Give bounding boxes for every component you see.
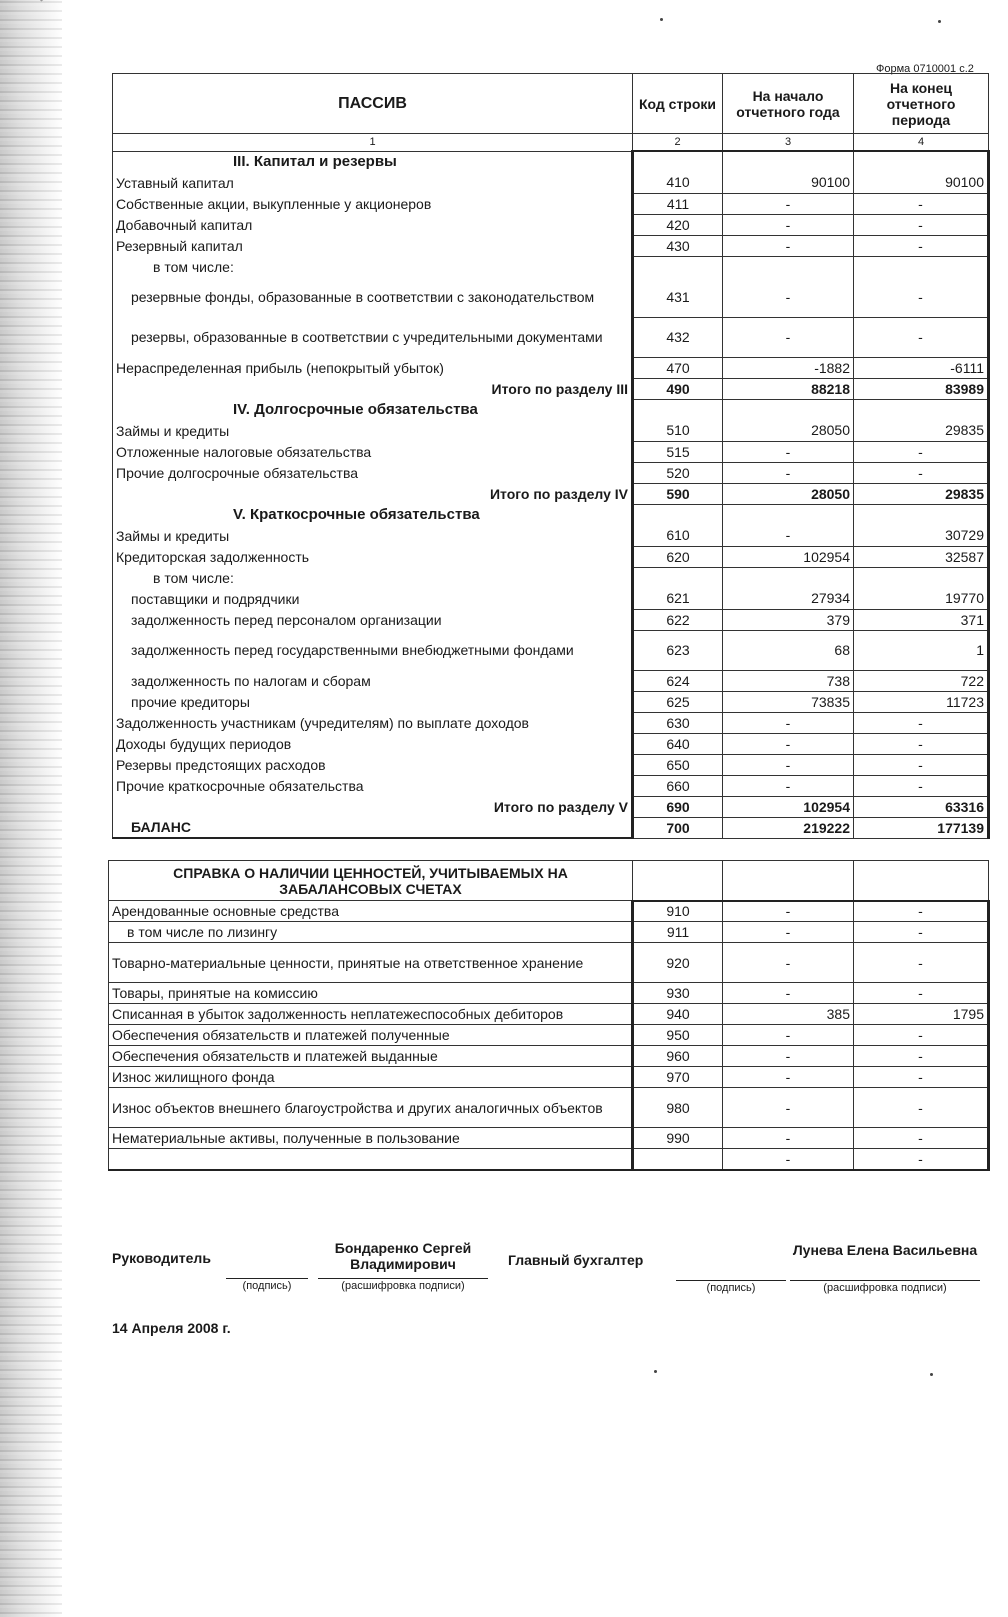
reference-row (109, 943, 989, 983)
reference-row (109, 1088, 989, 1128)
value-start-of-year (723, 151, 854, 172)
row-code: 622 (633, 609, 723, 630)
value-start-of-year: 379 (723, 609, 854, 630)
value-end-of-period: 30729 (854, 525, 989, 546)
row-code: 640 (633, 733, 723, 754)
row-code: 470 (633, 357, 723, 378)
reference-row-label: Списанная в убыток задолженность неплатежеспособных дебиторов (109, 1004, 633, 1025)
off-balance-reference-table (108, 860, 990, 1171)
table-row (113, 317, 989, 357)
value-start-of-year: - (723, 733, 854, 754)
head-decode-line (318, 1278, 488, 1279)
value-start-of-year: - (723, 317, 854, 357)
reference-row-code: 910 (633, 901, 723, 922)
row-code: 700 (633, 817, 723, 838)
table-row (113, 670, 989, 691)
row-label: Итого по разделу IV (113, 483, 633, 504)
reference-row-code: 960 (633, 1046, 723, 1067)
table-row (113, 691, 989, 712)
row-code: 650 (633, 754, 723, 775)
reference-row-code: 950 (633, 1025, 723, 1046)
reference-row (109, 1025, 989, 1046)
reference-row (109, 1046, 989, 1067)
row-label: Задолженность участникам (учредителям) по выплате доходов (113, 712, 633, 733)
row-label: в том числе: (113, 567, 633, 588)
value-start-of-year: 90100 (723, 172, 854, 193)
row-code (633, 399, 723, 420)
reference-row (109, 901, 989, 922)
reference-value-end: - (854, 1025, 989, 1046)
row-label: Займы и кредиты (113, 420, 633, 441)
reference-row-label: в том числе по лизингу (109, 922, 633, 943)
value-end-of-period (854, 399, 989, 420)
header-start: На начало отчетного года (723, 74, 854, 134)
row-label: БАЛАНС (113, 817, 633, 838)
value-start-of-year (723, 504, 854, 525)
scan-speck (930, 1373, 933, 1376)
value-start-of-year (723, 256, 854, 277)
section-row (113, 504, 989, 525)
value-end-of-period: 90100 (854, 172, 989, 193)
table-row (113, 546, 989, 567)
reference-row (109, 1128, 989, 1149)
reference-header-blank (633, 861, 723, 901)
reference-row-code: 980 (633, 1088, 723, 1128)
value-start-of-year: 102954 (723, 546, 854, 567)
table-row (113, 172, 989, 193)
row-label: задолженность перед государственными внебюджетными фондами (113, 630, 633, 670)
reference-value-end: - (854, 1149, 989, 1170)
section-total-row (113, 378, 989, 399)
reference-row-label: Обеспечения обязательств и платежей выданные (109, 1046, 633, 1067)
reference-header-row (109, 861, 989, 901)
reference-header-blank (723, 861, 854, 901)
row-label: Уставный капитал (113, 172, 633, 193)
accountant-signature-caption: (подпись) (706, 1282, 756, 1294)
scan-speck (660, 18, 663, 21)
row-code: 430 (633, 235, 723, 256)
value-end-of-period: 1 (854, 630, 989, 670)
head-name: Бондаренко Сергей Владимирович (334, 1240, 472, 1272)
row-code: 520 (633, 462, 723, 483)
row-label: Добавочный капитал (113, 214, 633, 235)
row-label: Прочие краткосрочные обязательства (113, 775, 633, 796)
row-label: Итого по разделу V (113, 796, 633, 817)
value-end-of-period: - (854, 462, 989, 483)
row-code: 623 (633, 630, 723, 670)
row-code: 620 (633, 546, 723, 567)
row-label: поставщики и подрядчики (113, 588, 633, 609)
col-number-3: 3 (723, 134, 854, 152)
reference-row-label (109, 1149, 633, 1170)
value-start-of-year: - (723, 775, 854, 796)
row-code: 624 (633, 670, 723, 691)
value-end-of-period: - (854, 317, 989, 357)
table-row (113, 462, 989, 483)
header-passive: ПАССИВ (113, 74, 633, 134)
value-end-of-period (854, 151, 989, 172)
table-row (113, 609, 989, 630)
section-title: III. Капитал и резервы (113, 151, 633, 172)
report-date: 14 Апреля 2008 г. (112, 1320, 231, 1336)
value-start-of-year: 738 (723, 670, 854, 691)
value-end-of-period: 32587 (854, 546, 989, 567)
row-code (633, 504, 723, 525)
reference-row (109, 983, 989, 1004)
table-row (113, 567, 989, 588)
header-end: На конец отчетного периода (854, 74, 989, 134)
value-start-of-year: - (723, 441, 854, 462)
row-label: Резервный капитал (113, 235, 633, 256)
reference-value-end: - (854, 901, 989, 922)
reference-row-code: 911 (633, 922, 723, 943)
value-end-of-period: 63316 (854, 796, 989, 817)
value-end-of-period: 177139 (854, 817, 989, 838)
reference-row-code: 920 (633, 943, 723, 983)
value-end-of-period: - (854, 754, 989, 775)
row-label: Прочие долгосрочные обязательства (113, 462, 633, 483)
reference-header-blank (854, 861, 989, 901)
row-label: Резервы предстоящих расходов (113, 754, 633, 775)
row-code: 510 (633, 420, 723, 441)
value-start-of-year: 28050 (723, 483, 854, 504)
value-start-of-year: - (723, 462, 854, 483)
value-start-of-year: 219222 (723, 817, 854, 838)
table-row (113, 357, 989, 378)
value-start-of-year: 73835 (723, 691, 854, 712)
row-code: 621 (633, 588, 723, 609)
column-number-row (113, 134, 989, 152)
row-code: 690 (633, 796, 723, 817)
reference-value-end: - (854, 1046, 989, 1067)
row-code (633, 151, 723, 172)
table-row (113, 214, 989, 235)
table-row (113, 630, 989, 670)
value-end-of-period: - (854, 733, 989, 754)
row-code (633, 567, 723, 588)
table-row (113, 754, 989, 775)
row-code: 625 (633, 691, 723, 712)
table-row (113, 256, 989, 277)
value-end-of-period: - (854, 193, 989, 214)
row-label: Отложенные налоговые обязательства (113, 441, 633, 462)
value-start-of-year: 88218 (723, 378, 854, 399)
value-end-of-period: 19770 (854, 588, 989, 609)
accountant-signature-label: Главный бухгалтер (508, 1252, 644, 1268)
row-code: 410 (633, 172, 723, 193)
row-code: 432 (633, 317, 723, 357)
reference-value-end: 1795 (854, 1004, 989, 1025)
row-label: задолженность перед персоналом организации (113, 609, 633, 630)
value-end-of-period: - (854, 214, 989, 235)
reference-value-end: - (854, 943, 989, 983)
reference-row-label: Нематериальные активы, полученные в пользование (109, 1128, 633, 1149)
value-end-of-period: - (854, 775, 989, 796)
row-code: 630 (633, 712, 723, 733)
row-label: Доходы будущих периодов (113, 733, 633, 754)
row-label: Итого по разделу III (113, 378, 633, 399)
reference-value-start: - (723, 1067, 854, 1088)
table-row (113, 525, 989, 546)
head-signature-label: Руководитель (112, 1250, 211, 1266)
row-label: задолженность по налогам и сборам (113, 670, 633, 691)
reference-value-start: - (723, 943, 854, 983)
col-number-1: 1 (113, 134, 633, 152)
table-row (113, 441, 989, 462)
value-start-of-year (723, 399, 854, 420)
reference-value-end: - (854, 1088, 989, 1128)
reference-value-end: - (854, 922, 989, 943)
scan-speck (654, 1370, 657, 1373)
reference-value-end: - (854, 1067, 989, 1088)
reference-row-label: Обеспечения обязательств и платежей полученные (109, 1025, 633, 1046)
row-label: Займы и кредиты (113, 525, 633, 546)
reference-row-code (633, 1149, 723, 1170)
accountant-decode-caption: (расшифровка подписи) (823, 1282, 947, 1294)
accountant-decode-line (790, 1280, 980, 1281)
row-label: прочие кредиторы (113, 691, 633, 712)
table-header-row (113, 74, 989, 134)
reference-row-label: Износ объектов внешнего благоустройства и других аналогичных объектов (109, 1088, 633, 1128)
reference-value-end: - (854, 1128, 989, 1149)
value-start-of-year: - (723, 214, 854, 235)
table-row (113, 588, 989, 609)
section-title: V. Краткосрочные обязательства (113, 504, 633, 525)
reference-value-start: - (723, 922, 854, 943)
value-start-of-year (723, 567, 854, 588)
reference-row (109, 922, 989, 943)
col-number-4: 4 (854, 134, 989, 152)
balance-row (113, 817, 989, 838)
value-start-of-year: 27934 (723, 588, 854, 609)
value-start-of-year: 102954 (723, 796, 854, 817)
reference-value-start: - (723, 1088, 854, 1128)
reference-value-start: - (723, 901, 854, 922)
reference-value-start: - (723, 1149, 854, 1170)
reference-value-start: - (723, 1025, 854, 1046)
value-end-of-period: - (854, 235, 989, 256)
reference-row-code: 930 (633, 983, 723, 1004)
row-code: 610 (633, 525, 723, 546)
table-row (113, 277, 989, 317)
value-end-of-period: - (854, 712, 989, 733)
row-label: Кредиторская задолженность (113, 546, 633, 567)
value-end-of-period: - (854, 441, 989, 462)
value-start-of-year: -1882 (723, 357, 854, 378)
head-signature-line (226, 1278, 308, 1279)
reference-value-end: - (854, 983, 989, 1004)
reference-title: СПРАВКА О НАЛИЧИИ ЦЕННОСТЕЙ, УЧИТЫВАЕМЫХ НА ЗАБАЛАНСОВЫХ СЧЕТАХ (109, 861, 633, 901)
value-end-of-period: 371 (854, 609, 989, 630)
value-end-of-period (854, 504, 989, 525)
row-code: 490 (633, 378, 723, 399)
value-start-of-year: - (723, 525, 854, 546)
value-end-of-period (854, 256, 989, 277)
scan-texture-edge (0, 0, 62, 1617)
value-start-of-year: - (723, 277, 854, 317)
row-label: в том числе: (113, 256, 633, 277)
reference-row-label: Арендованные основные средства (109, 901, 633, 922)
row-label: Нераспределенная прибыль (непокрытый убыток) (113, 357, 633, 378)
value-end-of-period: -6111 (854, 357, 989, 378)
accountant-name: Лунева Елена Васильевна (792, 1242, 978, 1258)
reference-row-label: Товары, принятые на комиссию (109, 983, 633, 1004)
value-start-of-year: - (723, 712, 854, 733)
reference-value-start: 385 (723, 1004, 854, 1025)
value-end-of-period: - (854, 277, 989, 317)
reference-value-start: - (723, 1046, 854, 1067)
table-row (113, 420, 989, 441)
value-end-of-period: 722 (854, 670, 989, 691)
table-row (113, 712, 989, 733)
section-row (113, 399, 989, 420)
head-decode-caption: (расшифровка подписи) (341, 1280, 465, 1292)
value-end-of-period: 83989 (854, 378, 989, 399)
reference-value-start: - (723, 1128, 854, 1149)
scan-speck (938, 20, 941, 23)
reference-row-label: Товарно-материальные ценности, принятые на ответственное хранение (109, 943, 633, 983)
head-signature-caption: (подпись) (242, 1280, 292, 1292)
section-total-row (113, 796, 989, 817)
reference-row (109, 1067, 989, 1088)
reference-row (109, 1149, 989, 1170)
row-code: 411 (633, 193, 723, 214)
value-start-of-year: - (723, 193, 854, 214)
section-total-row (113, 483, 989, 504)
passive-balance-table (112, 73, 990, 839)
reference-row-label: Износ жилищного фонда (109, 1067, 633, 1088)
value-end-of-period: 11723 (854, 691, 989, 712)
row-code (633, 256, 723, 277)
value-start-of-year: - (723, 754, 854, 775)
table-row (113, 193, 989, 214)
row-code: 590 (633, 483, 723, 504)
row-code: 515 (633, 441, 723, 462)
row-label: Собственные акции, выкупленные у акционеров (113, 193, 633, 214)
value-start-of-year: 68 (723, 630, 854, 670)
row-code: 431 (633, 277, 723, 317)
header-code: Код строки (633, 74, 723, 134)
reference-row-code: 970 (633, 1067, 723, 1088)
form-number-label: Форма 0710001 с.2 (876, 63, 974, 75)
section-row (113, 151, 989, 172)
table-row (113, 733, 989, 754)
reference-value-start: - (723, 983, 854, 1004)
row-label: резервы, образованные в соответствии с учредительными документами (113, 317, 633, 357)
row-code: 660 (633, 775, 723, 796)
section-title: IV. Долгосрочные обязательства (113, 399, 633, 420)
row-label: резервные фонды, образованные в соответствии с законодательством (113, 277, 633, 317)
value-start-of-year: 28050 (723, 420, 854, 441)
reference-row-code: 940 (633, 1004, 723, 1025)
reference-row (109, 1004, 989, 1025)
value-end-of-period: 29835 (854, 483, 989, 504)
reference-row-code: 990 (633, 1128, 723, 1149)
table-row (113, 775, 989, 796)
row-code: 420 (633, 214, 723, 235)
value-end-of-period (854, 567, 989, 588)
value-end-of-period: 29835 (854, 420, 989, 441)
table-row (113, 235, 989, 256)
value-start-of-year: - (723, 235, 854, 256)
accountant-signature-line (676, 1280, 786, 1281)
col-number-2: 2 (633, 134, 723, 152)
